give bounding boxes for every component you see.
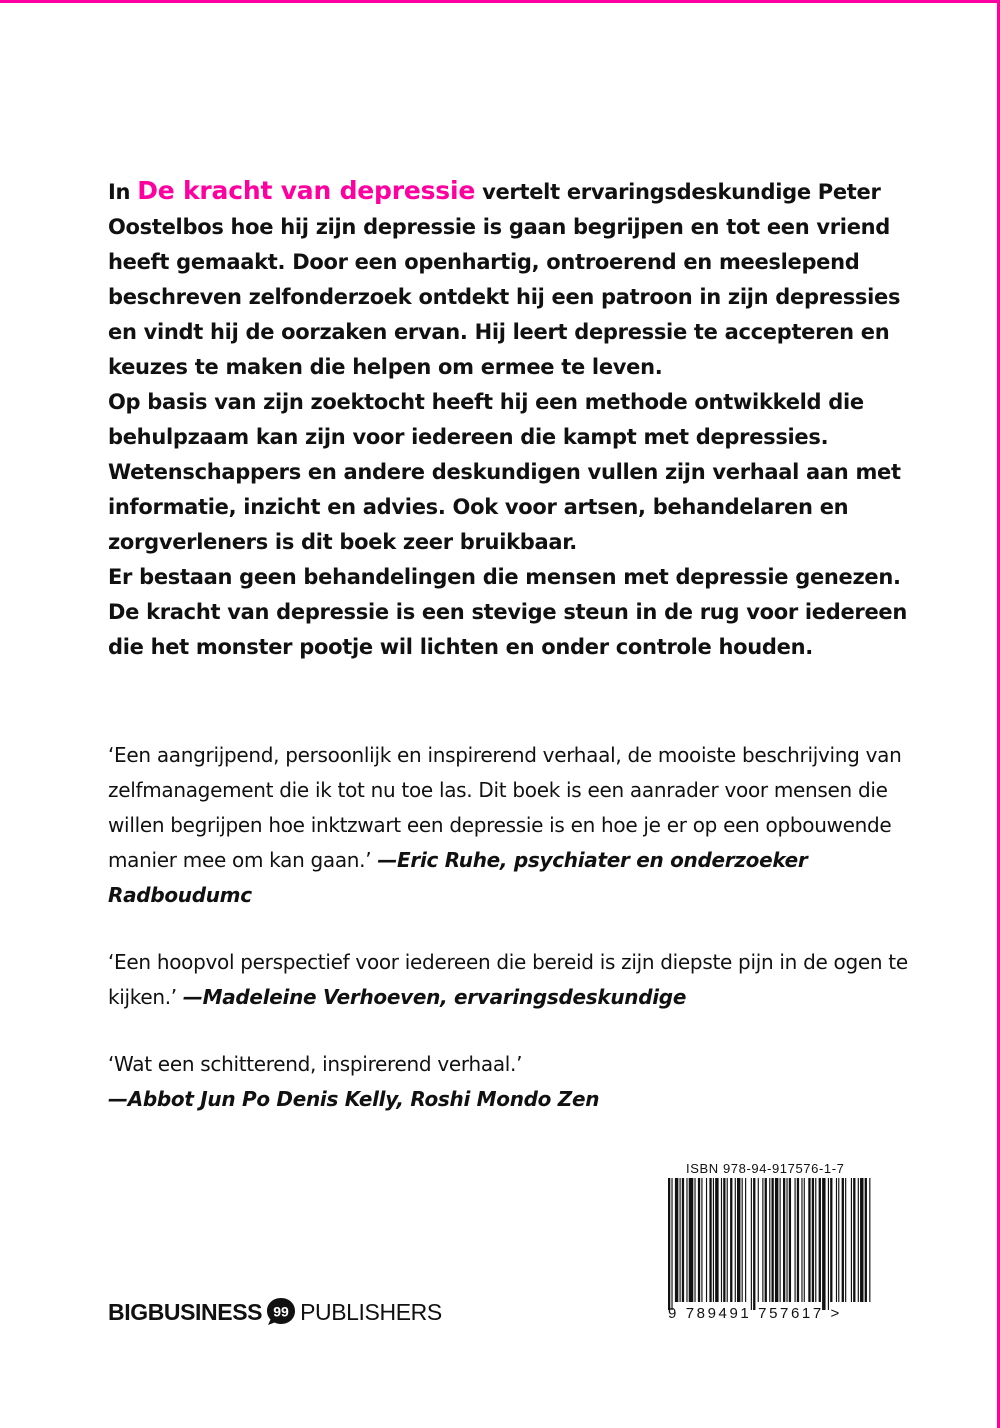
quote-3-attribution: —Abbot Jun Po Denis Kelly, Roshi Mondo Zen bbox=[108, 1087, 600, 1111]
blurb-paragraph-3: Er bestaan geen behandelingen die mensen met depressie genezen. De kracht van depressie is een stevige steun in de rug voor iedereen die het monster pootje wil lichten en onder controle houden. bbox=[108, 565, 908, 659]
book-title-highlight: De kracht van depressie bbox=[137, 176, 476, 205]
svg-text:99: 99 bbox=[273, 1303, 289, 1320]
speech-bubble-99-icon bbox=[266, 1297, 296, 1327]
barcode-icon bbox=[668, 1178, 874, 1310]
barcode-digits: 9 789491 757617 > bbox=[668, 1305, 842, 1322]
quote-2-text: ‘Een hoopvol perspectief voor iedereen die bereid is zijn diepste pijn in de ogen te kijken.’ bbox=[108, 950, 908, 1009]
blurb-paragraph-2: Op basis van zijn zoektocht heeft hij een methode ontwikkeld die behulpzaam kan zijn voor iedereen die kampt met depressies. Wetenschappers en andere deskundigen vullen zijn verhaal aan met informatie, inzicht en advies. Ook voor artsen, behandelaren en zorgverleners is dit boek zeer bruikbaar. bbox=[108, 390, 901, 554]
endorsement-quotes bbox=[108, 738, 908, 1149]
publisher-name-light: PUBLISHERS bbox=[300, 1298, 442, 1325]
isbn-label: ISBN 978-94-917576-1-7 bbox=[686, 1161, 845, 1176]
publisher-name-bold: BIGBUSINESS bbox=[108, 1298, 263, 1325]
blurb-intro: In bbox=[108, 180, 138, 204]
quote-1-attribution: —Eric Ruhe, psychiater en onderzoeker Radboudumc bbox=[108, 848, 808, 907]
quote-1-text: ‘Een aangrijpend, persoonlijk en inspirerend verhaal, de mooiste beschrijving van zelfmanagement die ik tot nu toe las. Dit boek is een aanrader voor mensen die willen begrijpen hoe inktzwart een depressie is en hoe je er op een opbouwende manier mee om kan gaan.’ bbox=[108, 743, 902, 872]
quote-2 bbox=[108, 945, 908, 1015]
quote-1 bbox=[108, 738, 908, 913]
publisher-logo bbox=[108, 1296, 442, 1328]
blurb-paragraph-1 bbox=[108, 173, 908, 385]
blurb-paragraph-1-rest: vertelt ervaringsdeskundige Peter Oostelbos hoe hij zijn depressie is gaan begrijpen en tot een vriend heeft gemaakt. Door een openhartig, ontroerend en meeslepend beschreven zelfonderzoek ontdekt hij een patroon in zijn depressies en vindt hij de oorzaken ervan. Hij leert depressie te accepteren en keuzes te maken die helpen om ermee te leven. bbox=[108, 180, 901, 379]
quote-3 bbox=[108, 1047, 908, 1117]
top-accent-rule bbox=[0, 0, 1000, 3]
quote-2-attribution: —Madeleine Verhoeven, ervaringsdeskundige bbox=[182, 985, 687, 1009]
back-cover-blurb bbox=[108, 173, 908, 665]
quote-3-text: ‘Wat een schitterend, inspirerend verhaal.’ bbox=[108, 1052, 523, 1076]
